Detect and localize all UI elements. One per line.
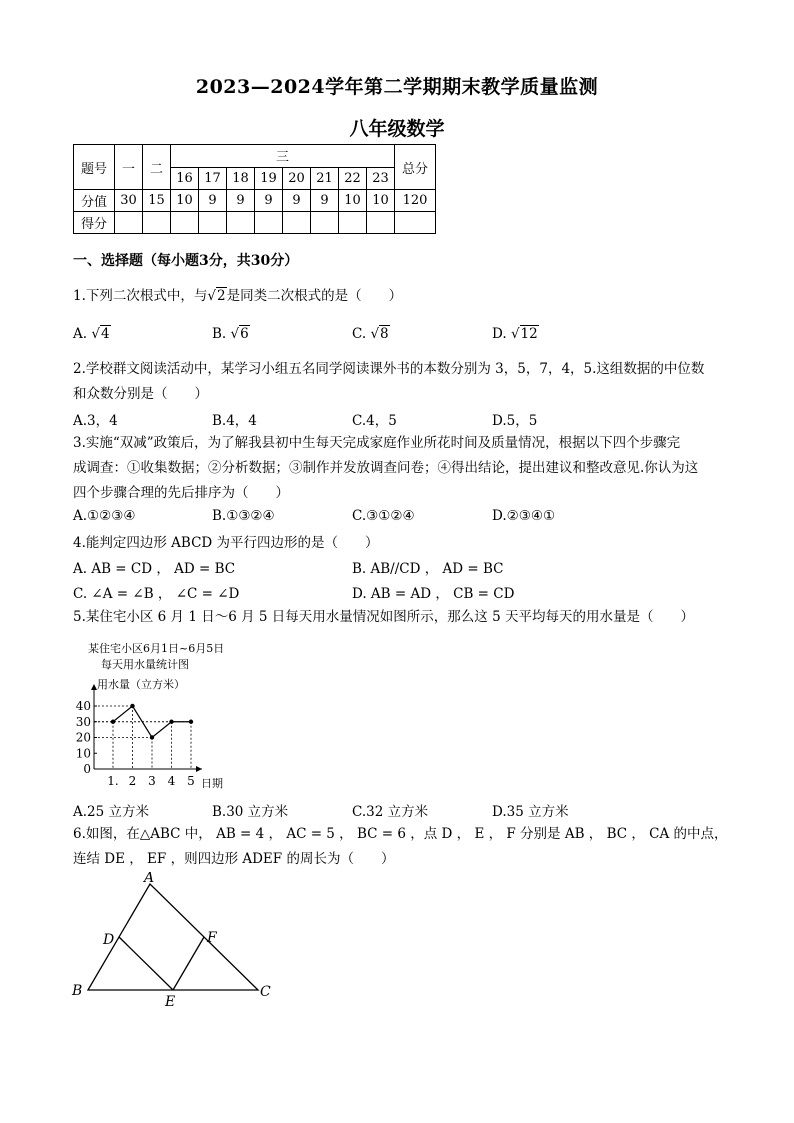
y-tick-label: 0 [83, 762, 91, 776]
value-cell: 10 [171, 190, 199, 212]
water-usage-line-chart [72, 636, 242, 794]
score-table [73, 144, 436, 234]
segment-de [119, 937, 173, 990]
q4-option-d[interactable]: D. AB = AD ， CB = CD [352, 586, 515, 602]
q3-stem-line1: 3.实施“双减”政策后，为了解我县初中生每天完成家庭作业所花时间及质量情况，根据以下四个步骤完 [73, 435, 681, 451]
q6-stem-line2: 连结 DE ， EF ，则四边形 ADEF 的周长为（ ） [73, 851, 395, 867]
num-cell: 19 [255, 167, 283, 190]
value-label: 分值 [74, 190, 115, 212]
data-point [130, 704, 134, 708]
exam-title: 2023—2024学年第二学期期末教学质量监测 [195, 76, 599, 98]
y-axis-label: 用水量（立方米） [97, 678, 185, 691]
q4-stem: 4.能判定四边形 ABCD 为平行四边形的是（ ） [73, 535, 379, 551]
num-cell: 20 [283, 167, 311, 190]
q5-option-a[interactable]: A.25 立方米 [73, 804, 150, 820]
segment-ef [173, 937, 204, 990]
score-entry-cell[interactable] [227, 212, 255, 234]
point-label-f: F [207, 930, 217, 946]
num-cell: 23 [367, 167, 395, 190]
num-cell: 22 [339, 167, 367, 190]
q3-option-b[interactable]: B.①③②④ [212, 508, 275, 524]
q2-stem-line1: 2.学校群文阅读活动中，某学习小组五名同学阅读课外书的本数分别为 3，5，7，4，5.这组数据的中位数 [73, 361, 705, 377]
x-tick-label: 1. [107, 774, 119, 788]
q1-option-d[interactable]: D. √12 [492, 326, 538, 342]
score-entry-cell[interactable] [283, 212, 311, 234]
score-entry-cell[interactable] [339, 212, 367, 234]
q1-option-a[interactable]: A. √4 [73, 326, 110, 342]
score-entry-cell[interactable] [367, 212, 395, 234]
value-cell: 9 [255, 190, 283, 212]
value-cell: 9 [199, 190, 227, 212]
point-label-e: E [165, 994, 176, 1010]
score-entry-cell[interactable] [199, 212, 227, 234]
x-tick-label: 2 [128, 774, 137, 788]
value-cell: 9 [311, 190, 339, 212]
vertex-label-a: A [144, 872, 155, 886]
q5-stem: 5.某住宅小区 6 月 1 日～6 月 5 日每天用水量情况如图所示，那么这 5 天平均每天的用水量是（ ） [73, 609, 694, 625]
section-heading: 一、选择题（每小题3分，共30分） [73, 253, 299, 269]
got-label: 得分 [74, 212, 115, 234]
point-label-d: D [103, 932, 115, 948]
x-axis-arrow [196, 766, 202, 772]
q1-option-c[interactable]: C. √8 [352, 326, 389, 342]
q1-stem: 1.下列二次根式中，与√2是同类二次根式的是（ ） [73, 288, 403, 304]
score-entry-cell[interactable] [395, 212, 436, 234]
part3-header: 三 [171, 145, 395, 168]
exam-subtitle: 八年级数学 [349, 118, 445, 140]
value-cell: 9 [227, 190, 255, 212]
part1-header: 一 [115, 145, 143, 190]
x-tick-label: 5 [187, 774, 195, 788]
value-cell: 10 [339, 190, 367, 212]
q2-option-b[interactable]: B.4，4 [212, 413, 257, 429]
y-tick-label: 30 [75, 714, 91, 729]
chart-subtitle: 每天用水量统计图 [101, 658, 189, 671]
x-axis-label: 日期 [201, 777, 223, 790]
q3-option-d[interactable]: D.②③④① [492, 508, 556, 524]
q3-stem-line2: 成调查：①收集数据；②分析数据；③制作并发放调查问卷；④得出结论，提出建议和整改意见.你认为这 [73, 460, 699, 476]
score-entry-cell[interactable] [255, 212, 283, 234]
data-point [111, 720, 115, 724]
num-cell: 18 [227, 167, 255, 190]
chart-title: 某住宅小区6月1日~6月5日 [88, 642, 225, 655]
data-point [189, 720, 193, 724]
q4-option-a[interactable]: A. AB = CD ， AD = BC [73, 561, 236, 577]
x-tick-label: 4 [167, 774, 176, 788]
data-point [150, 735, 154, 739]
score-entry-cell[interactable] [171, 212, 199, 234]
q1-option-b[interactable]: B. √6 [212, 326, 249, 342]
sqrt-symbol: √2 [207, 288, 226, 304]
y-tick-label: 20 [75, 730, 91, 745]
vertex-label-b: B [72, 983, 83, 999]
total-header: 总分 [395, 145, 436, 190]
q3-option-c[interactable]: C.③①②④ [352, 508, 415, 524]
q6-stem-line1: 6.如图，在△ABC 中， AB = 4 ， AC = 5 ， BC = 6 ，点 D ， E ， F 分别是 AB ， BC ， CA 的中点， [73, 826, 728, 842]
part2-header: 二 [143, 145, 171, 190]
q2-option-d[interactable]: D.5，5 [492, 413, 538, 429]
q4-option-c[interactable]: C. ∠A = ∠B ， ∠C = ∠D [73, 586, 240, 602]
vertex-label-c: C [260, 984, 271, 1000]
x-tick-label: 3 [148, 774, 156, 788]
row-title: 题号 [74, 145, 115, 190]
y-tick-label: 10 [75, 746, 91, 761]
num-cell: 21 [311, 167, 339, 190]
q2-stem-line2: 和众数分别是（ ） [73, 386, 208, 402]
num-cell: 17 [199, 167, 227, 190]
num-cell: 16 [171, 167, 199, 190]
y-tick-label: 40 [75, 699, 91, 713]
q2-option-a[interactable]: A.3，4 [73, 413, 118, 429]
q5-option-b[interactable]: B.30 立方米 [212, 804, 289, 820]
q5-option-d[interactable]: D.35 立方米 [492, 804, 569, 820]
triangle-figure [68, 872, 283, 1012]
value-cell: 120 [395, 190, 436, 212]
q2-option-c[interactable]: C.4，5 [352, 413, 397, 429]
q4-option-b[interactable]: B. AB//CD ， AD = BC [352, 561, 504, 577]
score-entry-cell[interactable] [143, 212, 171, 234]
data-point [169, 720, 173, 724]
q3-option-a[interactable]: A.①②③④ [73, 508, 136, 524]
score-entry-cell[interactable] [115, 212, 143, 234]
score-entry-cell[interactable] [311, 212, 339, 234]
value-cell: 30 [115, 190, 143, 212]
q5-option-c[interactable]: C.32 立方米 [352, 804, 429, 820]
value-cell: 9 [283, 190, 311, 212]
q3-stem-line3: 四个步骤合理的先后排序为（ ） [73, 485, 289, 501]
value-cell: 15 [143, 190, 171, 212]
value-cell: 10 [367, 190, 395, 212]
